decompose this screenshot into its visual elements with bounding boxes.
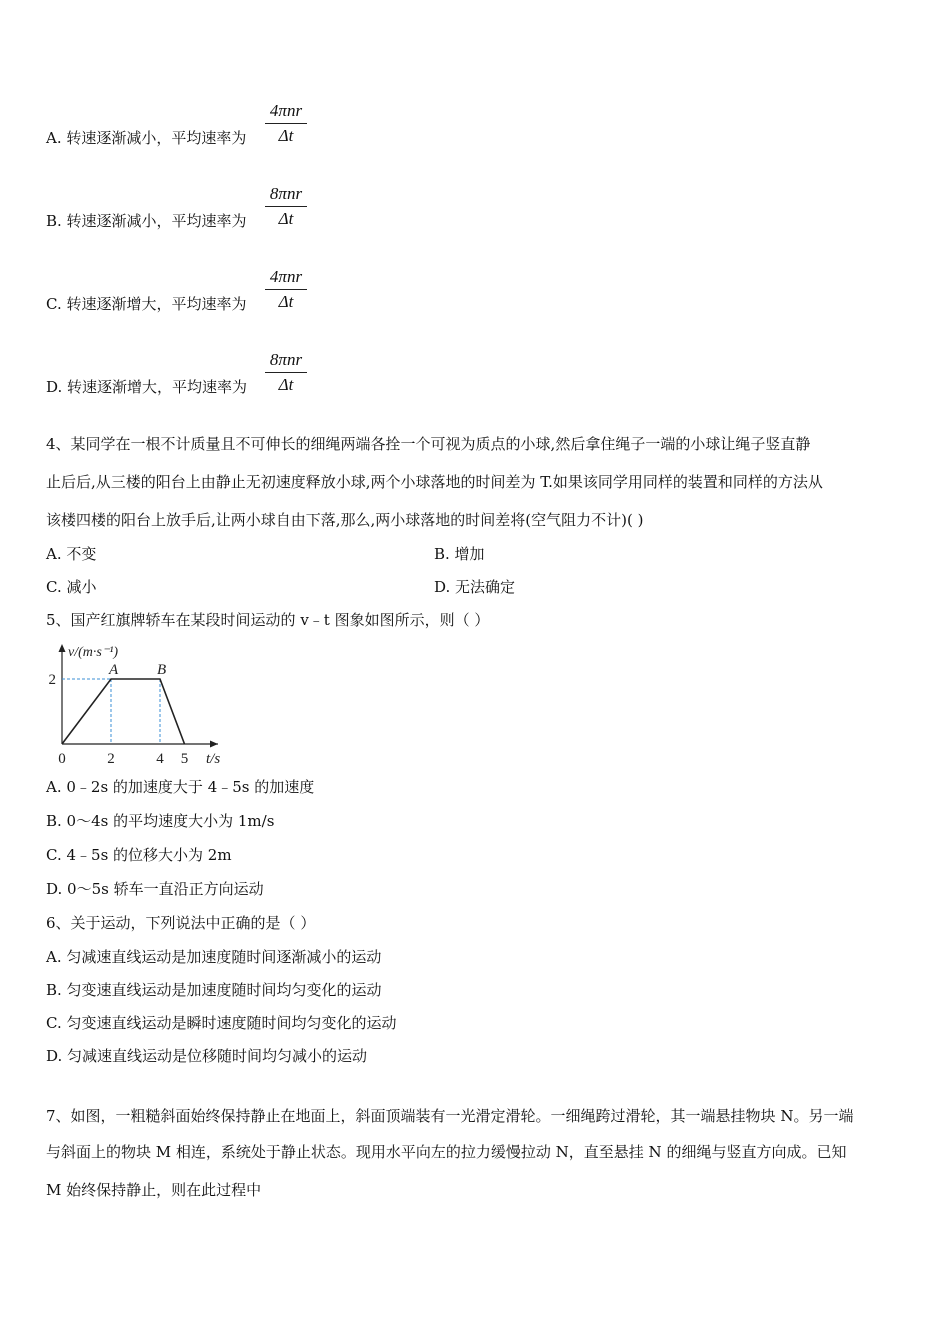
fraction-numerator: 8πnr xyxy=(269,350,303,369)
q7-line-2: 与斜面上的物块 M 相连，系统处于静止状态。现用水平向左的拉力缓慢拉动 N，直至悬挂 N 的细绳与竖直方向成。已知 xyxy=(46,1143,847,1161)
fraction-denominator: Δt xyxy=(278,292,294,311)
fraction-numerator: 4πnr xyxy=(269,267,303,286)
q6-stem: 6、关于运动，下列说法中正确的是（ ） xyxy=(46,914,316,932)
q3-option-b-fraction xyxy=(265,184,307,229)
fraction-denominator: Δt xyxy=(278,375,294,394)
q5-option-b: B. 0～4s 的平均速度大小为 1m/s xyxy=(46,812,275,830)
y-axis-label: v/(m·s⁻¹) xyxy=(68,645,119,660)
y-tick-label: 2 xyxy=(48,672,56,688)
q4-line-1: 4、某同学在一根不计质量且不可伸长的细绳两端各拴一个可视为质点的小球,然后拿住绳子一端的小球让绳子竖直静 xyxy=(46,435,811,453)
point-label-b: B xyxy=(157,662,167,678)
q3-option-c-fraction xyxy=(265,267,307,312)
q5-option-a: A. 0﹣2s 的加速度大于 4﹣5s 的加速度 xyxy=(46,778,315,796)
fraction-numerator: 8πnr xyxy=(269,184,303,203)
q6-option-c: C. 匀变速直线运动是瞬时速度随时间均匀变化的运动 xyxy=(46,1014,397,1032)
x-tick-label: 5 xyxy=(180,751,189,767)
x-axis-arrow xyxy=(210,741,218,748)
q3-option-d-text: D. 转速逐渐增大，平均速率为 xyxy=(46,378,248,396)
q3-option-a-text: A. 转速逐渐减小，平均速率为 xyxy=(46,129,247,147)
fraction-denominator: Δt xyxy=(278,126,294,145)
q4-line-2: 止后后,从三楼的阳台上由静止无初速度释放小球,两个小球落地的时间差为 T.如果该同学用同样的装置和同样的方法从 xyxy=(46,473,823,491)
q6-option-d: D. 匀减速直线运动是位移随时间均匀减小的运动 xyxy=(46,1047,368,1065)
point-label-a: A xyxy=(109,662,119,678)
q6-option-a: A. 匀减速直线运动是加速度随时间逐渐减小的运动 xyxy=(46,948,382,966)
q3-option-d-fraction xyxy=(265,350,307,395)
x-tick-label: 2 xyxy=(107,751,115,767)
x-tick-label: 4 xyxy=(156,751,164,767)
q5-option-d: D. 0～5s 轿车一直沿正方向运动 xyxy=(46,880,264,898)
q3-option-a-fraction xyxy=(265,101,307,146)
q4-option-c: C. 减小 xyxy=(46,578,97,596)
q3-option-c-text: C. 转速逐渐增大，平均速率为 xyxy=(46,295,247,313)
q5-option-c: C. 4﹣5s 的位移大小为 2m xyxy=(46,846,232,864)
fraction-numerator: 4πnr xyxy=(269,101,303,120)
q7-line-3: M 始终保持静止，则在此过程中 xyxy=(46,1181,262,1199)
q5-stem: 5、国产红旗牌轿车在某段时间运动的 v﹣t 图象如图所示，则（ ） xyxy=(46,611,490,629)
vt-graph xyxy=(40,638,240,768)
q6-option-b: B. 匀变速直线运动是加速度随时间均匀变化的运动 xyxy=(46,981,382,999)
y-axis-arrow xyxy=(59,644,66,652)
q3-option-b-text: B. 转速逐渐减小，平均速率为 xyxy=(46,212,247,230)
fraction-denominator: Δt xyxy=(278,209,294,228)
q4-line-3: 该楼四楼的阳台上放手后,让两小球自由下落,那么,两小球落地的时间差将(空气阻力不计)( ) xyxy=(46,511,644,529)
x-tick-label: 0 xyxy=(58,751,66,767)
q4-option-a: A. 不变 xyxy=(46,545,97,563)
x-axis-label: t/s xyxy=(206,751,221,767)
q7-line-1: 7、如图，一粗糙斜面始终保持静止在地面上，斜面顶端装有一光滑定滑轮。一细绳跨过滑轮，其一端悬挂物块 N。另一端 xyxy=(46,1107,854,1125)
q4-option-d: D. 无法确定 xyxy=(434,578,516,596)
velocity-series-line xyxy=(62,679,185,744)
q4-option-b: B. 增加 xyxy=(434,545,485,563)
